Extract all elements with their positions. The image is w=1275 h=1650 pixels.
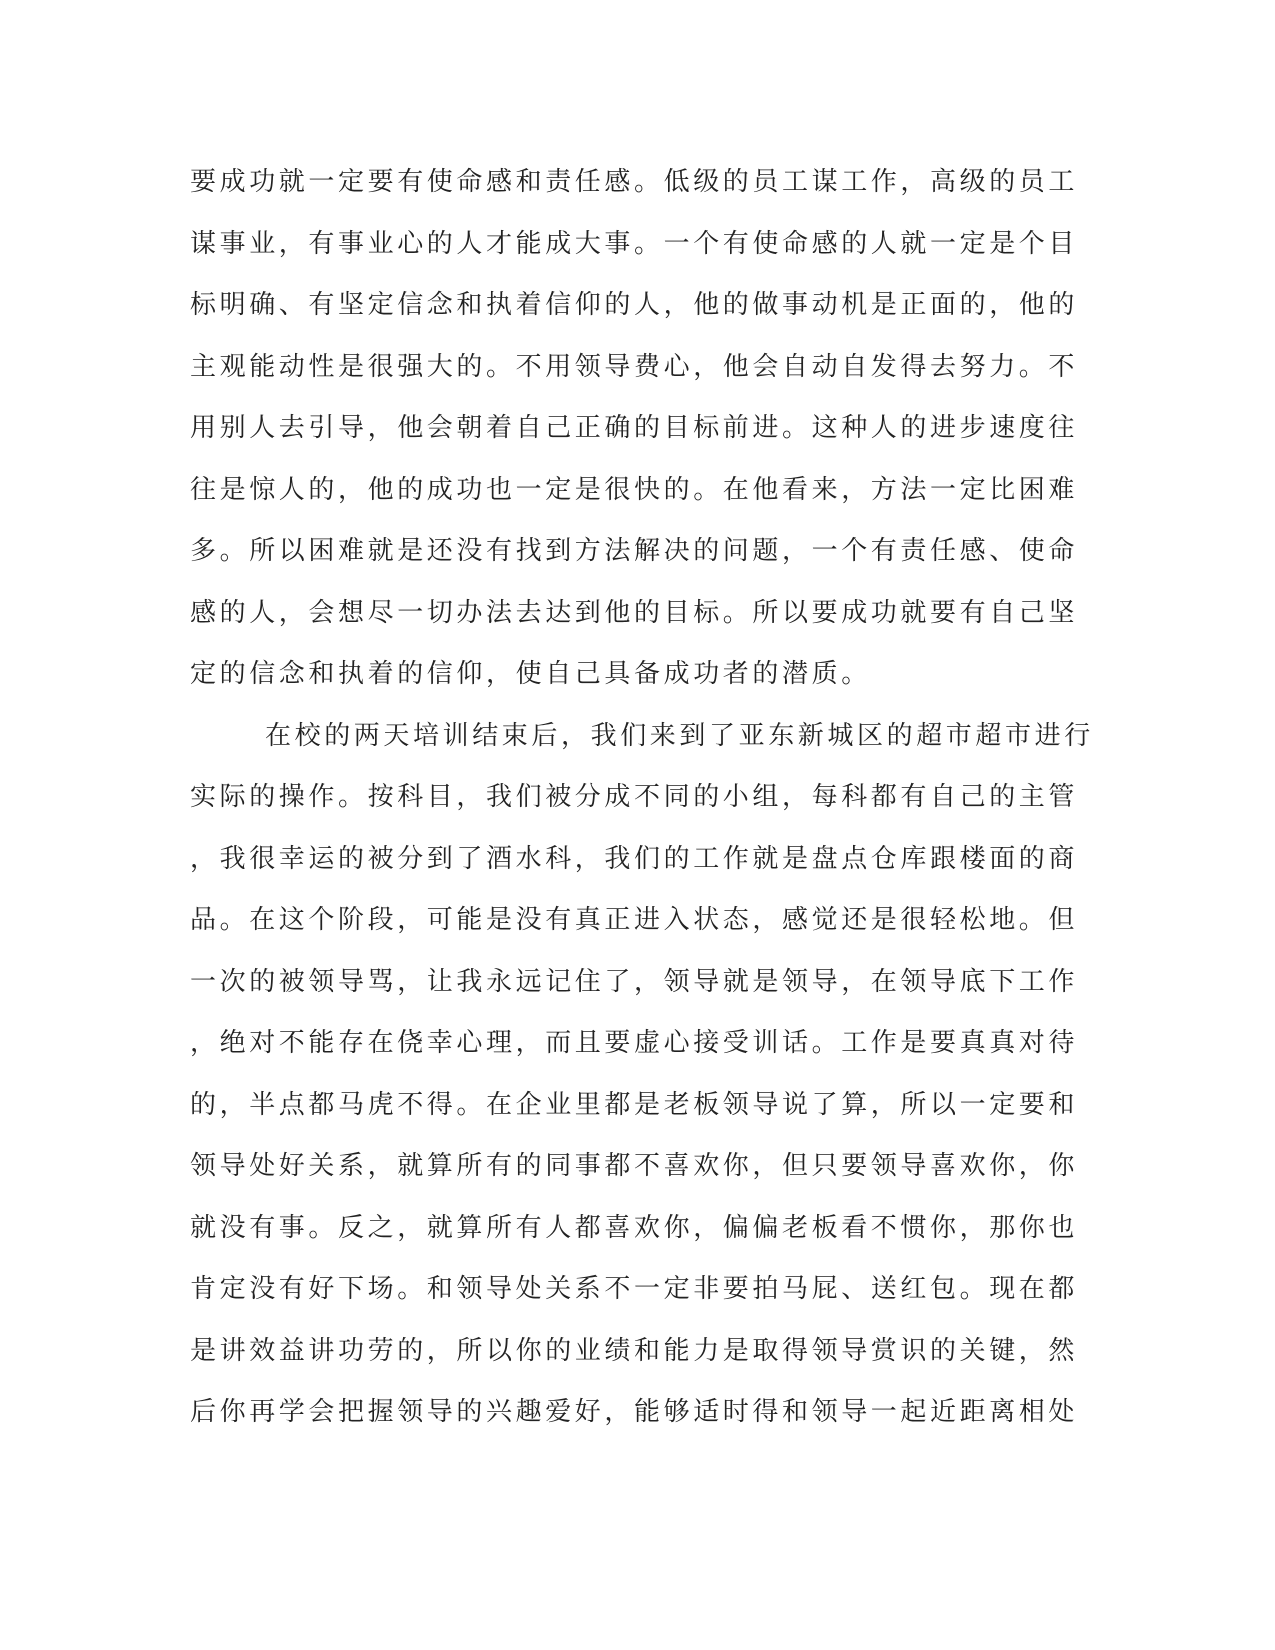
- text-line: 的，半点都马虎不得。在企业里都是老板领导说了算，所以一定要和: [190, 1089, 1079, 1120]
- text-line: 就没有事。反之，就算所有人都喜欢你，偏偏老板看不惯你，那你也: [190, 1212, 1079, 1243]
- text-line: 一次的被领导骂，让我永远记住了，领导就是领导，在领导底下工作: [190, 966, 1079, 997]
- text-line: 在校的两天培训结束后，我们来到了亚东新城区的超市超市进行: [265, 720, 1094, 751]
- text-line: 肯定没有好下场。和领导处关系不一定非要拍马屁、送红包。现在都: [190, 1274, 1079, 1304]
- text-line: 后你再学会把握领导的兴趣爱好，能够适时得和领导一起近距离相处: [190, 1397, 1079, 1427]
- text-line: 谋事业，有事业心的人才能成大事。一个有使命感的人就一定是个目: [190, 228, 1079, 259]
- text-line: 要成功就一定要有使命感和责任感。低级的员工谋工作，高级的员工: [190, 167, 1079, 197]
- text-line: 标明确、有坚定信念和执着信仰的人，他的做事动机是正面的，他的: [190, 290, 1079, 320]
- text-line: 主观能动性是很强大的。不用领导费心，他会自动自发得去努力。不: [190, 351, 1079, 382]
- text-line: 实际的操作。按科目，我们被分成不同的小组，每科都有自己的主管: [190, 782, 1079, 812]
- text-line: 感的人，会想尽一切办法去达到他的目标。所以要成功就要有自己坚: [190, 597, 1079, 628]
- text-line: 是讲效益讲功劳的，所以你的业绩和能力是取得领导赏识的关键，然: [190, 1335, 1079, 1366]
- text-line: 品。在这个阶段，可能是没有真正进入状态，感觉还是很轻松地。但: [190, 905, 1079, 935]
- text-line: 定的信念和执着的信仰，使自己具备成功者的潜质。: [190, 659, 871, 689]
- text-line: 往是惊人的，他的成功也一定是很快的。在他看来，方法一定比困难: [190, 474, 1079, 505]
- text-line: 多。所以困难就是还没有找到方法解决的问题，一个有责任感、使命: [190, 536, 1079, 566]
- text-line: 领导处好关系，就算所有的同事都不喜欢你，但只要领导喜欢你，你: [190, 1151, 1079, 1181]
- text-line: ，绝对不能存在侥幸心理，而且要虚心接受训话。工作是要真真对待: [190, 1028, 1079, 1058]
- text-line: 用别人去引导，他会朝着自己正确的目标前进。这种人的进步速度往: [190, 413, 1079, 443]
- body-text: [190, 152, 1094, 1444]
- text-line: ，我很幸运的被分到了酒水科，我们的工作就是盘点仓库跟楼面的商: [190, 843, 1079, 874]
